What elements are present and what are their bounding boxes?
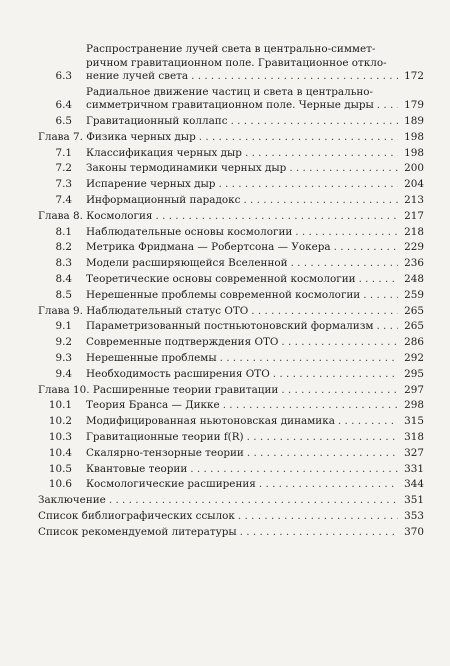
page-number: 351 [404, 494, 424, 507]
toc-section-entry [38, 336, 424, 350]
entry-title [86, 257, 398, 271]
entry-title [86, 447, 398, 461]
section-number: 7.2 [55, 162, 72, 175]
dot-leader [220, 399, 398, 413]
entry-title-line: Законы термодинамики черных дыр [86, 162, 287, 175]
dot-leader [373, 320, 398, 334]
dot-leader [237, 526, 398, 540]
entry-title-line: ричном гравитационном поле. Гравитационное откло- [86, 56, 387, 69]
toc-chapter-entry [38, 305, 424, 319]
entry-title [38, 305, 398, 319]
entry-title [86, 241, 398, 255]
toc-section-entry [38, 415, 424, 429]
dot-leader [278, 336, 398, 350]
toc-section-entry [38, 289, 424, 303]
dot-leader [270, 368, 398, 382]
entry-title-line: Скалярно-тензорные теории [86, 446, 244, 459]
entry-title-line: Глава 10. Расширенные теории гравитации [38, 383, 279, 396]
dot-leader [335, 415, 398, 429]
entry-title-line: Квантовые теории [86, 462, 188, 475]
toc-section-entry [38, 43, 424, 84]
page-number: 318 [404, 431, 424, 444]
dot-leader [106, 494, 398, 508]
toc-section-entry [38, 463, 424, 477]
dot-leader [292, 226, 398, 240]
page-number: 292 [404, 352, 424, 365]
entry-title-line: Нерешенные проблемы [86, 352, 217, 365]
entry-title [86, 273, 398, 287]
dot-leader [188, 70, 398, 84]
entry-title-line: Теория Бранса — Дикке [86, 399, 220, 412]
section-number: 6.4 [55, 99, 72, 112]
section-number: 9.3 [55, 352, 72, 365]
entry-title [86, 289, 398, 303]
toc-section-entry [38, 431, 424, 445]
dot-leader [215, 178, 398, 192]
entry-title-line: Классификация черных дыр [86, 146, 242, 159]
section-number: 10.3 [48, 431, 72, 444]
dot-leader [196, 131, 398, 145]
entry-title-line: Необходимость расширения ОТО [86, 367, 270, 380]
page-number: 218 [404, 225, 424, 238]
dot-leader [256, 478, 398, 492]
entry-title [86, 226, 398, 240]
entry-title [38, 494, 398, 508]
section-number: 10.1 [48, 399, 72, 412]
entry-title-line: Глава 7. Физика черных дыр [38, 130, 196, 143]
section-number: 7.4 [55, 194, 72, 207]
toc-section-entry [38, 162, 424, 176]
entry-title [86, 431, 398, 445]
page-number: 315 [404, 415, 424, 428]
dot-leader [228, 115, 398, 129]
page-number: 295 [404, 367, 424, 380]
entry-title-line: Теоретические основы современной космологии [86, 273, 356, 286]
page-number: 344 [404, 478, 424, 491]
entry-title [86, 368, 398, 382]
entry-title [38, 131, 398, 145]
entry-title-line: Информационный парадокс [86, 194, 241, 207]
dot-leader [242, 147, 398, 161]
section-number: 9.1 [55, 320, 72, 333]
entry-title [38, 384, 398, 398]
section-number: 7.1 [55, 146, 72, 159]
toc-chapter-entry [38, 494, 424, 508]
entry-title-line: Нерешенные проблемы современной космологии [86, 288, 361, 301]
section-number: 8.5 [55, 288, 72, 301]
dot-leader [217, 352, 398, 366]
entry-title-line: Заключение [38, 494, 106, 507]
entry-title [86, 147, 398, 161]
toc-section-entry [38, 226, 424, 240]
entry-title-line: Наблюдательные основы космологии [86, 225, 293, 238]
entry-title [86, 415, 398, 429]
toc-section-entry [38, 447, 424, 461]
entry-title-line: Модели расширяющейся Вселенной [86, 257, 288, 270]
section-number: 10.2 [48, 415, 72, 428]
section-number: 10.6 [48, 478, 72, 491]
dot-leader [244, 431, 398, 445]
entry-title-line: Список рекомендуемой литературы [38, 525, 237, 538]
entry-title-line: Современные подтверждения ОТО [86, 336, 279, 349]
entry-title-line: Метрика Фридмана — Робертсона — Уокера [86, 241, 331, 254]
toc-section-entry [38, 194, 424, 208]
section-number: 9.2 [55, 336, 72, 349]
page-number: 331 [404, 462, 424, 475]
entry-title [86, 162, 398, 176]
entry-title-line: Глава 9. Наблюдательный статус ОТО [38, 304, 249, 317]
toc-section-entry [38, 257, 424, 271]
entry-title [86, 86, 398, 113]
page-number: 236 [404, 257, 424, 270]
page-number: 297 [404, 383, 424, 396]
entry-title-line: Распространение лучей света в центрально-симмет- [86, 43, 376, 55]
toc-section-entry [38, 241, 424, 255]
toc-section-entry [38, 115, 424, 129]
section-number: 10.5 [48, 462, 72, 475]
page-number: 179 [404, 99, 424, 112]
toc-section-entry [38, 273, 424, 287]
section-number: 6.5 [55, 115, 72, 128]
section-number: 8.3 [55, 257, 72, 270]
page-number: 229 [404, 241, 424, 254]
dot-leader [152, 210, 398, 224]
dot-leader [288, 257, 398, 271]
entry-title-line: Радиальное движение частиц и света в центрально- [86, 85, 374, 98]
toc-section-entry [38, 320, 424, 334]
dot-leader [244, 447, 398, 461]
entry-title-line: Список библиографических ссылок [38, 510, 235, 523]
entry-title-line: Модифицированная ньютоновская динамика [86, 415, 335, 428]
section-number: 9.4 [55, 367, 72, 380]
toc-section-entry [38, 478, 424, 492]
page-number: 204 [404, 178, 424, 191]
entry-title [38, 510, 398, 524]
entry-title-line: Испарение черных дыр [86, 178, 216, 191]
page-number: 198 [404, 130, 424, 143]
entry-title [86, 115, 398, 129]
dot-leader [286, 162, 398, 176]
section-number: 8.1 [55, 225, 72, 238]
dot-leader [356, 273, 398, 287]
entry-title-line: нение лучей света [86, 70, 189, 82]
page-number: 198 [404, 146, 424, 159]
dot-leader [360, 289, 398, 303]
page-number: 172 [404, 70, 424, 82]
entry-title [86, 43, 398, 84]
page-number: 298 [404, 399, 424, 412]
toc-section-entry [38, 178, 424, 192]
page-number: 189 [404, 115, 424, 128]
entry-title [86, 194, 398, 208]
table-of-contents [38, 43, 424, 542]
entry-title [86, 478, 398, 492]
page-number: 353 [404, 510, 424, 523]
toc-chapter-entry [38, 131, 424, 145]
entry-title-line: симметричном гравитационном поле. Черные дыры [86, 99, 374, 112]
toc-section-entry [38, 352, 424, 366]
entry-title-line: Космологические расширения [86, 478, 256, 491]
toc-chapter-entry [38, 384, 424, 398]
page-number: 259 [404, 288, 424, 301]
toc-section-entry [38, 368, 424, 382]
toc-chapter-entry [38, 210, 424, 224]
page-number: 265 [404, 320, 424, 333]
entry-title [86, 352, 398, 366]
page-number: 265 [404, 304, 424, 317]
page-number: 217 [404, 209, 424, 222]
entry-title [86, 463, 398, 477]
section-number: 10.4 [48, 446, 72, 459]
toc-section-entry [38, 147, 424, 161]
toc-chapter-entry [38, 510, 424, 524]
entry-title [86, 178, 398, 192]
page-number: 200 [404, 162, 424, 175]
entry-title-line: Гравитационные теории f(R) [86, 431, 244, 444]
dot-leader [278, 384, 398, 398]
entry-title-line: Гравитационный коллапс [86, 115, 228, 128]
section-number: 8.4 [55, 273, 72, 286]
dot-leader [374, 99, 398, 113]
entry-title [86, 336, 398, 350]
section-number: 7.3 [55, 178, 72, 191]
toc-section-entry [38, 399, 424, 413]
dot-leader [187, 463, 398, 477]
toc-chapter-entry [38, 526, 424, 540]
page-number: 327 [404, 446, 424, 459]
dot-leader [240, 194, 398, 208]
entry-title-line: Параметризованный постньютоновский формализм [86, 320, 374, 333]
entry-title [38, 210, 398, 224]
section-number: 6.3 [55, 70, 72, 82]
section-number: 8.2 [55, 241, 72, 254]
dot-leader [235, 510, 398, 524]
page-number: 213 [404, 194, 424, 207]
entry-title-line: Глава 8. Космология [38, 209, 153, 222]
entry-title [86, 399, 398, 413]
page-number: 370 [404, 525, 424, 538]
dot-leader [331, 241, 398, 255]
page-number: 286 [404, 336, 424, 349]
page-number: 248 [404, 273, 424, 286]
toc-section-entry [38, 86, 424, 113]
dot-leader [248, 305, 398, 319]
entry-title [86, 320, 398, 334]
entry-title [38, 526, 398, 540]
